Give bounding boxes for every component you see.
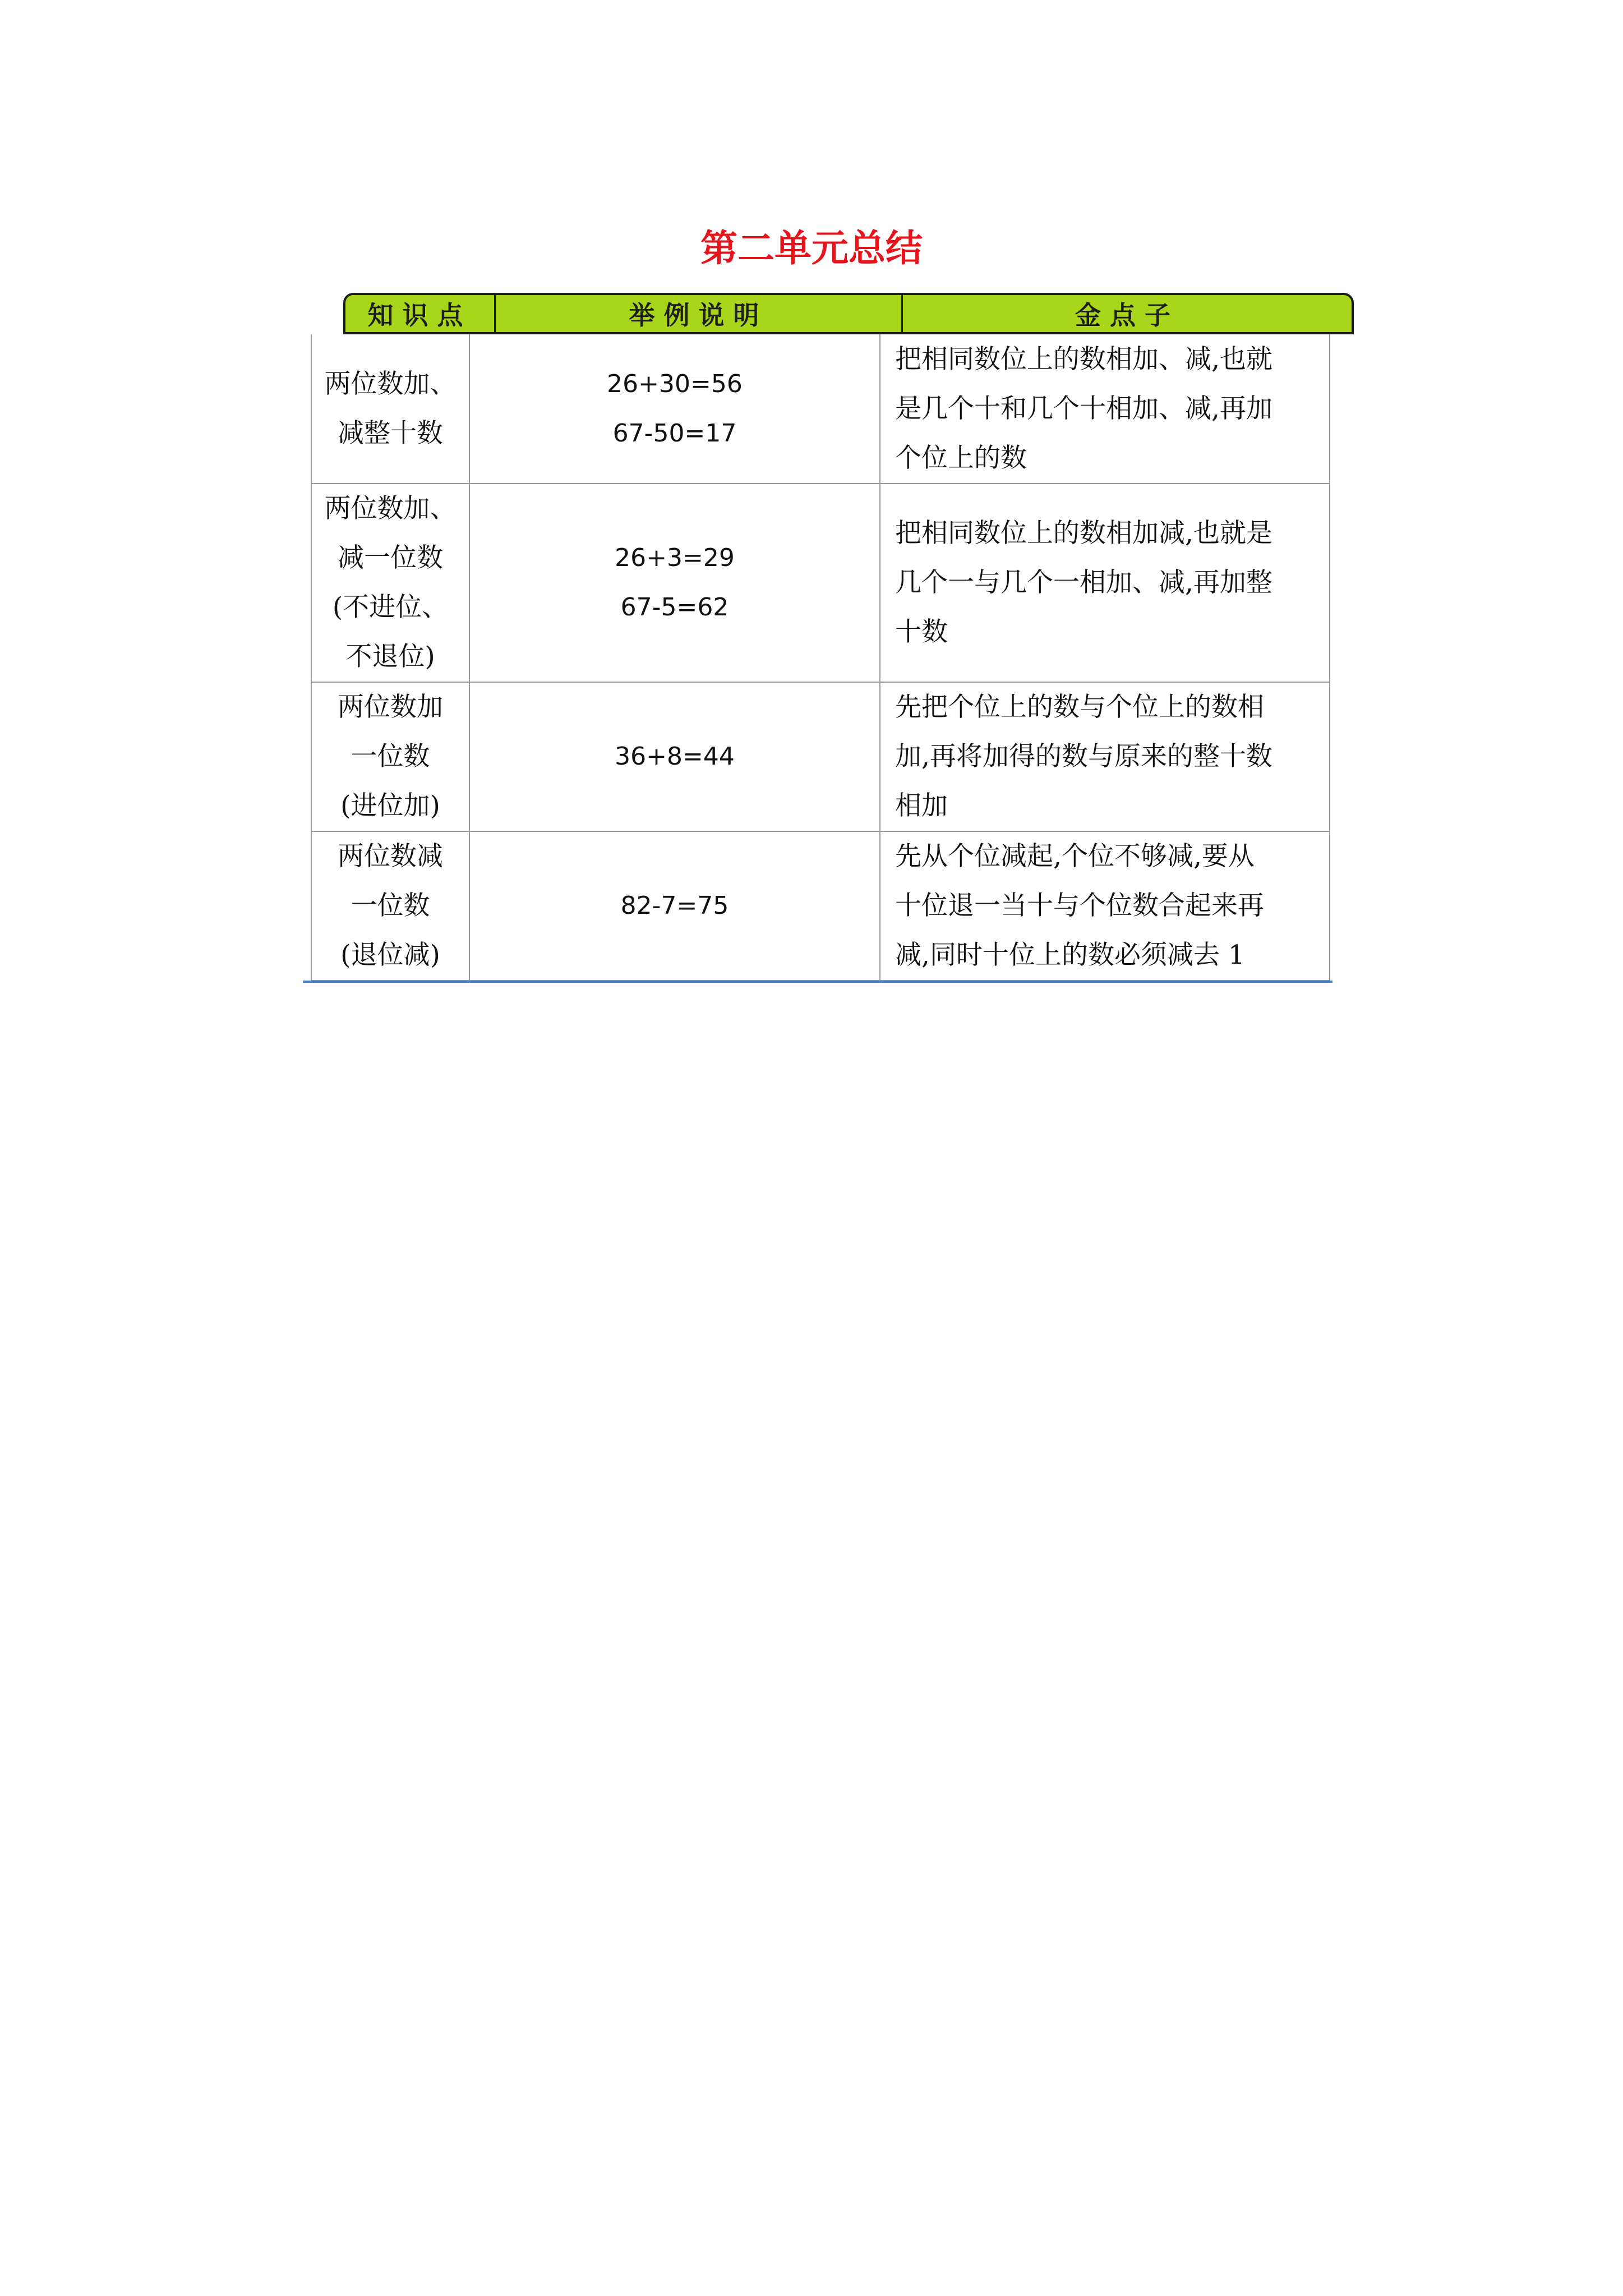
tip-line: 加,再将加得的数与原来的整十数 xyxy=(895,741,1272,772)
example-cell xyxy=(469,831,880,981)
tip-line: 把相同数位上的数相加减,也就是 xyxy=(895,518,1272,549)
header-knowledge-point: 知识点 xyxy=(345,295,496,332)
example-line: 26+30=56 xyxy=(607,369,743,398)
example-cell xyxy=(469,334,880,484)
tip-cell xyxy=(880,334,1330,484)
header-example: 举例说明 xyxy=(496,295,903,332)
table-row xyxy=(311,682,1330,831)
topic-line: 两位数加、 xyxy=(324,493,457,524)
tip-line: 减,同时十位上的数必须减去 1 xyxy=(895,940,1245,970)
table-row xyxy=(311,484,1330,682)
topic-cell xyxy=(311,831,469,981)
tip-line: 几个一与几个一相加、减,再加整 xyxy=(895,567,1272,598)
topic-line: 减一位数 xyxy=(338,542,443,573)
topic-line: 两位数加 xyxy=(338,692,443,723)
example-line: 67-50=17 xyxy=(612,418,737,448)
tip-line: 个位上的数 xyxy=(895,442,1027,473)
tip-line: 是几个十和几个十相加、减,再加 xyxy=(895,393,1272,424)
example-line: 82-7=75 xyxy=(620,891,729,920)
page-title: 第二单元总结 xyxy=(700,227,923,270)
topic-line: (退位减) xyxy=(340,940,440,970)
topic-line: (不进位、 xyxy=(332,592,449,623)
topic-line: 一位数 xyxy=(351,741,430,772)
topic-line: 减整十数 xyxy=(338,417,443,449)
topic-cell xyxy=(311,334,469,484)
example-cell xyxy=(469,484,880,682)
example-line: 26+3=29 xyxy=(615,544,735,572)
tip-line: 把相同数位上的数相加、减,也就 xyxy=(895,343,1272,375)
tip-line: 先把个位上的数与个位上的数相 xyxy=(895,692,1264,723)
topic-cell xyxy=(311,682,469,831)
topic-line: (进位加) xyxy=(340,790,440,821)
topic-cell xyxy=(311,484,469,682)
table-row xyxy=(311,831,1330,981)
table-bottom-rule xyxy=(303,981,1332,983)
tip-line: 十位退一当十与个位数合起来再 xyxy=(895,890,1264,921)
header-tips: 金点子 xyxy=(1075,300,1179,330)
tip-cell xyxy=(880,682,1330,831)
tip-cell xyxy=(880,484,1330,682)
tip-line: 十数 xyxy=(895,616,948,647)
topic-line: 两位数加、 xyxy=(324,368,457,399)
example-line: 36+8=44 xyxy=(615,742,735,771)
table-row xyxy=(311,334,1330,484)
example-cell xyxy=(469,682,880,831)
tip-line: 相加 xyxy=(895,790,948,821)
topic-line: 不退位) xyxy=(345,641,435,672)
summary-table xyxy=(311,334,1330,981)
topic-line: 两位数减 xyxy=(338,841,443,872)
example-line: 67-5=62 xyxy=(620,593,729,622)
tip-line: 先从个位减起,个位不够减,要从 xyxy=(895,841,1255,872)
table-header xyxy=(343,293,1354,334)
topic-line: 一位数 xyxy=(351,890,430,921)
tip-cell xyxy=(880,831,1330,981)
